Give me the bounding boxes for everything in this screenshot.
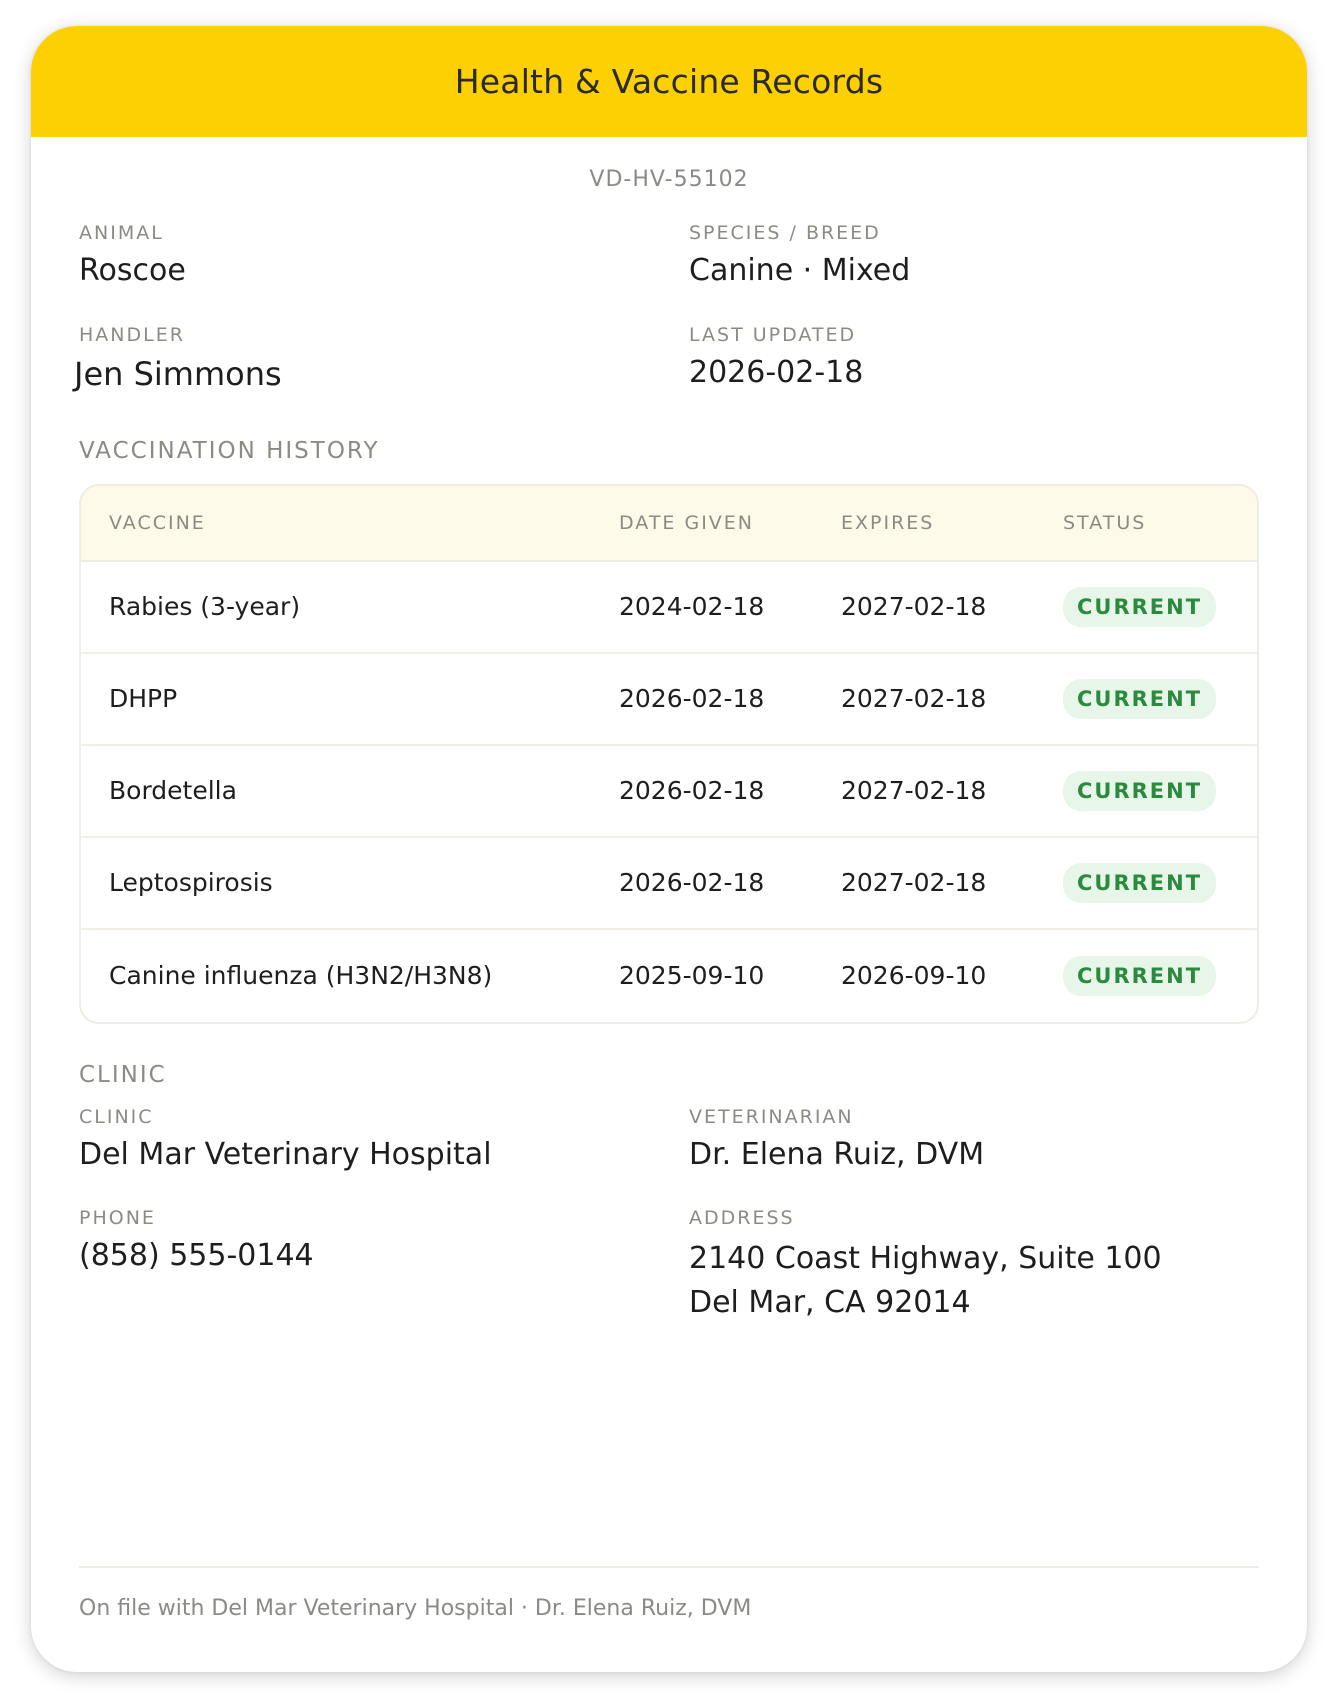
table-row — [81, 562, 1257, 654]
status-cell — [1063, 956, 1257, 996]
animal-field — [79, 222, 689, 290]
animal-info — [74, 222, 1259, 394]
expires-date: 2027-02-18 — [841, 868, 987, 897]
clinic-field — [79, 1106, 689, 1174]
date-given: 2026-02-18 — [619, 776, 765, 805]
date-given: 2025-09-10 — [619, 961, 765, 990]
expires-date: 2027-02-18 — [841, 776, 987, 805]
table-row — [81, 746, 1257, 838]
handler-field — [74, 323, 689, 394]
address-field — [689, 1207, 1259, 1324]
status-badge: CURRENT — [1063, 771, 1216, 811]
date-given: 2024-02-18 — [619, 592, 765, 621]
vaccine-name: Canine influenza (H3N2/H3N8) — [109, 961, 493, 990]
table-row — [81, 930, 1257, 1022]
status-badge: CURRENT — [1063, 863, 1216, 903]
table-header — [81, 486, 1257, 562]
status-cell — [1063, 771, 1257, 811]
column-header-status: STATUS — [1063, 511, 1147, 534]
footer-note: On file with Del Mar Veterinary Hospital · Dr. Elena Ruiz, DVM — [79, 1566, 1259, 1621]
address-label: ADDRESS — [689, 1207, 795, 1229]
card-content — [31, 222, 1307, 1324]
vaccine-name: Leptospirosis — [109, 868, 273, 897]
status-cell — [1063, 587, 1257, 627]
species-field — [689, 222, 1259, 290]
animal-label: ANIMAL — [79, 222, 164, 244]
phone-label: PHONE — [79, 1207, 156, 1229]
status-cell — [1063, 863, 1257, 903]
status-cell — [1063, 679, 1257, 719]
species-label: SPECIES / BREED — [689, 222, 881, 244]
vaccination-table — [79, 484, 1259, 1024]
phone-value[interactable]: (858) 555-0144 — [79, 1238, 314, 1273]
status-badge: CURRENT — [1063, 679, 1216, 719]
record-id: VD-HV-55102 — [589, 167, 749, 192]
column-header-expires: EXPIRES — [841, 511, 935, 534]
expires-date: 2027-02-18 — [841, 592, 987, 621]
handler-value: Jen Simmons — [74, 354, 282, 393]
clinic-value: Del Mar Veterinary Hospital — [79, 1136, 492, 1172]
address-value: 2140 Coast Highway, Suite 100 Del Mar, CA 92014 — [689, 1241, 1162, 1320]
phone-field — [79, 1207, 689, 1324]
clinic-section-title: CLINIC — [79, 1061, 167, 1088]
status-badge: CURRENT — [1063, 956, 1216, 996]
last-updated-value: 2026-02-18 — [689, 354, 864, 390]
last-updated-label: LAST UPDATED — [689, 323, 857, 346]
date-given: 2026-02-18 — [619, 684, 765, 713]
expires-date: 2027-02-18 — [841, 684, 987, 713]
status-badge: CURRENT — [1063, 587, 1216, 627]
vaccine-name: Bordetella — [109, 776, 237, 805]
species-value: Canine · Mixed — [689, 253, 911, 288]
expires-date: 2026-09-10 — [841, 961, 987, 990]
clinic-label: CLINIC — [79, 1105, 154, 1128]
column-header-date-given: DATE GIVEN — [619, 511, 755, 534]
table-row — [81, 654, 1257, 746]
page-title: Health & Vaccine Records — [454, 62, 884, 101]
health-record-card — [31, 26, 1307, 1672]
vaccine-name: Rabies (3-year) — [109, 592, 301, 621]
veterinarian-value: Dr. Elena Ruiz, DVM — [689, 1136, 985, 1172]
vaccine-name: DHPP — [109, 684, 178, 713]
vaccination-section-title: VACCINATION HISTORY — [79, 437, 380, 464]
animal-value: Roscoe — [79, 253, 186, 288]
date-given: 2026-02-18 — [619, 868, 765, 897]
handler-label: HANDLER — [79, 323, 185, 346]
card-header — [31, 26, 1307, 137]
table-row — [81, 838, 1257, 930]
veterinarian-label: VETERINARIAN — [689, 1105, 854, 1128]
clinic-info — [79, 1106, 1259, 1325]
veterinarian-field — [689, 1106, 1259, 1174]
last-updated-field — [689, 324, 1259, 394]
column-header-vaccine: VACCINE — [109, 511, 206, 534]
